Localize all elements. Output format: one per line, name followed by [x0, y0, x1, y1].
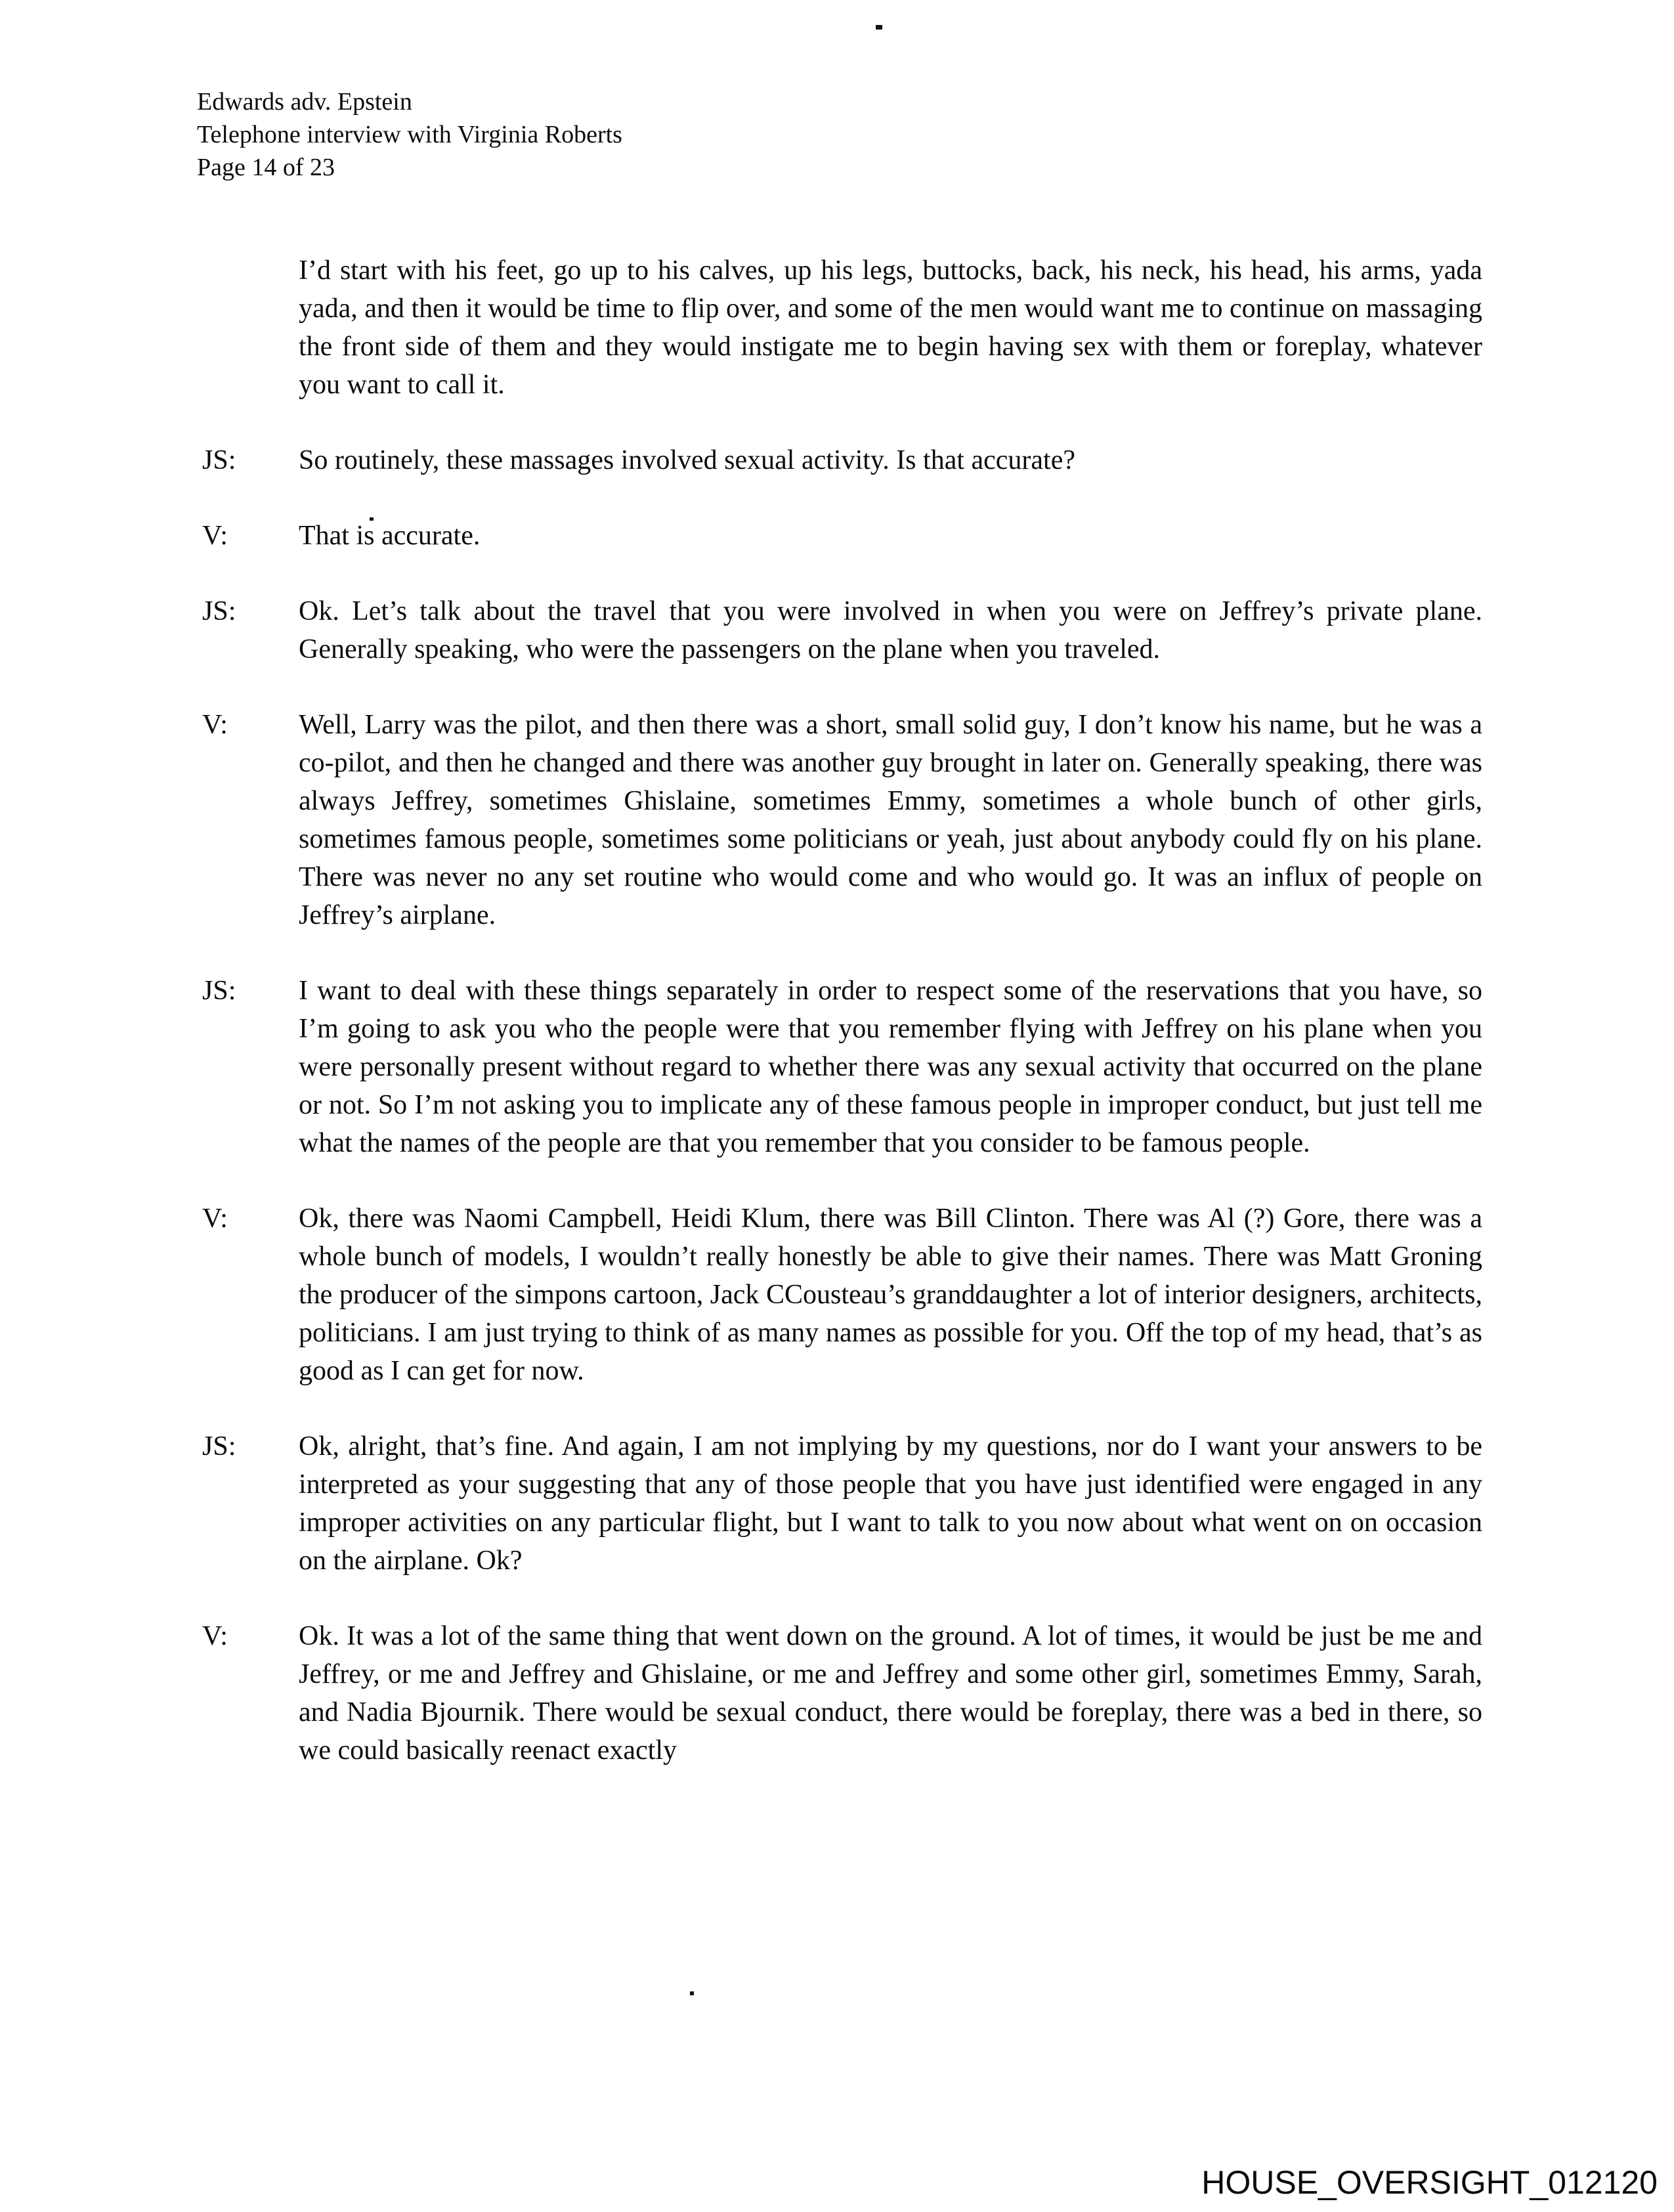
- speaker-label: V:: [202, 521, 228, 551]
- speaker-label: JS:: [202, 976, 236, 1006]
- utterance-text: I want to deal with these things separately in order to respect some of the reservations that you have, so I’m going to ask you who the people were that you remember flying with Jeffrey on his plane when you were personally present without regard to whether there was any sexual activity that occurred on the plane or not. So I’m not asking you to implicate any of these famous people in improper conduct, but just tell me what the names of the people are that you remember that you consider to be famous people.: [299, 976, 1482, 1158]
- utterance-text: Ok, alright, that’s fine. And again, I am not implying by my questions, nor do I want your answers to be interpreted as your suggesting that any of those people that you have just identified were engaged in any improper activities on any particular flight, but I want to talk to you now about what went on on occasion on the airplane. Ok?: [299, 1431, 1482, 1576]
- speaker-label: [202, 251, 299, 404]
- speaker-label: JS:: [202, 596, 236, 626]
- speaker-label: V:: [202, 1621, 228, 1651]
- transcript-entry: [202, 1200, 1482, 1390]
- transcript-entry: [202, 251, 1482, 404]
- utterance-text: So routinely, these massages involved sexual activity. Is that accurate?: [299, 445, 1076, 475]
- transcript-entry: [202, 592, 1482, 668]
- speaker-label: V:: [202, 1204, 228, 1234]
- transcript-entry: [202, 1617, 1482, 1769]
- bates-stamp: HOUSE_OVERSIGHT_012120: [1201, 2164, 1658, 2201]
- transcript-body: [202, 251, 1482, 1807]
- case-title: Edwards adv. Epstein: [197, 88, 412, 116]
- transcript-entry: [202, 706, 1482, 934]
- scan-artifact: [876, 25, 882, 30]
- document-title: Telephone interview with Virginia Roberts: [197, 121, 622, 148]
- speaker-label: V:: [202, 710, 228, 740]
- page-number-label: Page 14 of 23: [197, 154, 335, 181]
- speaker-label: JS:: [202, 445, 236, 475]
- transcript-entry: [202, 1427, 1482, 1580]
- utterance-text: Well, Larry was the pilot, and then there was a short, small solid guy, I don’t know his name, but he was a co-pilot, and then he changed and there was another guy brought in later on. Generally speaking, there was always Jeffrey, sometimes Ghislaine, sometimes Emmy, sometimes a whole bunch of other girls, sometimes famous people, sometimes some politicians or yeah, just about anybody could fly on his plane. There was never no any set routine who would come and who would go. It was an influx of people on Jeffrey’s airplane.: [299, 710, 1482, 930]
- utterance-text: I’d start with his feet, go up to his calves, up his legs, buttocks, back, his neck, his head, his arms, yada yada, and then it would be time to flip over, and some of the men would want me to continue on massaging the front side of them and they would instigate me to begin having sex with them or foreplay, whatever you want to call it.: [299, 255, 1482, 400]
- page-header: [197, 85, 622, 184]
- transcript-entry: [202, 441, 1482, 479]
- speaker-label: JS:: [202, 1431, 236, 1462]
- scan-artifact: [690, 1991, 694, 1995]
- utterance-text: Ok. Let’s talk about the travel that you were involved in when you were on Jeffrey’s private plane. Generally speaking, who were the passengers on the plane when you traveled.: [299, 596, 1482, 664]
- scan-artifact: [370, 517, 374, 521]
- utterance-text: That is accurate.: [299, 521, 481, 551]
- utterance-text: Ok. It was a lot of the same thing that went down on the ground. A lot of times, it would be just be me and Jeffrey, or me and Jeffrey and Ghislaine, or me and Jeffrey and some other girl, sometimes Emmy, Sarah, and Nadia Bjournik. There would be sexual conduct, there would be foreplay, there was a bed in there, so we could basically reenact exactly: [299, 1621, 1482, 1766]
- utterance-text: Ok, there was Naomi Campbell, Heidi Klum, there was Bill Clinton. There was Al (?) Gore, there was a whole bunch of models, I wouldn’t really honestly be able to give their names. There was Matt Groning the producer of the simpons cartoon, Jack CCousteau’s granddaughter a lot of interior designers, architects, politicians. I am just trying to think of as many names as possible for you. Off the top of my head, that’s as good as I can get for now.: [299, 1204, 1482, 1386]
- transcript-entry: [202, 517, 1482, 555]
- transcript-entry: [202, 972, 1482, 1162]
